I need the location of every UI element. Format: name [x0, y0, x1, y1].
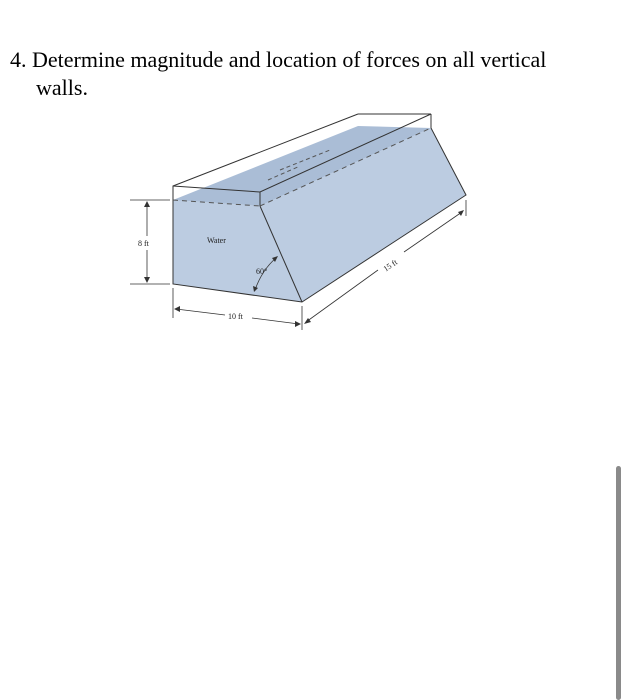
width-arrow-left	[174, 306, 180, 312]
height-arrow-up	[144, 201, 150, 207]
height-label: 8 ft	[138, 239, 149, 248]
width-arrow-right	[295, 321, 301, 327]
width-dim-line-left	[176, 309, 225, 315]
height-arrow-down	[144, 277, 150, 283]
problem-number: 4.	[10, 47, 27, 72]
problem-text-line-2: walls.	[36, 75, 88, 100]
width-dim-line-right	[252, 318, 299, 324]
length-arrow-upper	[458, 210, 464, 216]
fluid-label: Water	[207, 236, 226, 245]
scrollbar-thumb[interactable]	[616, 466, 621, 700]
length-label: 15 ft	[381, 257, 400, 274]
width-label: 10 ft	[228, 312, 243, 321]
problem-text-line-1: Determine magnitude and location of forces on all vertical	[32, 47, 547, 72]
angle-label: 60°	[256, 267, 268, 276]
